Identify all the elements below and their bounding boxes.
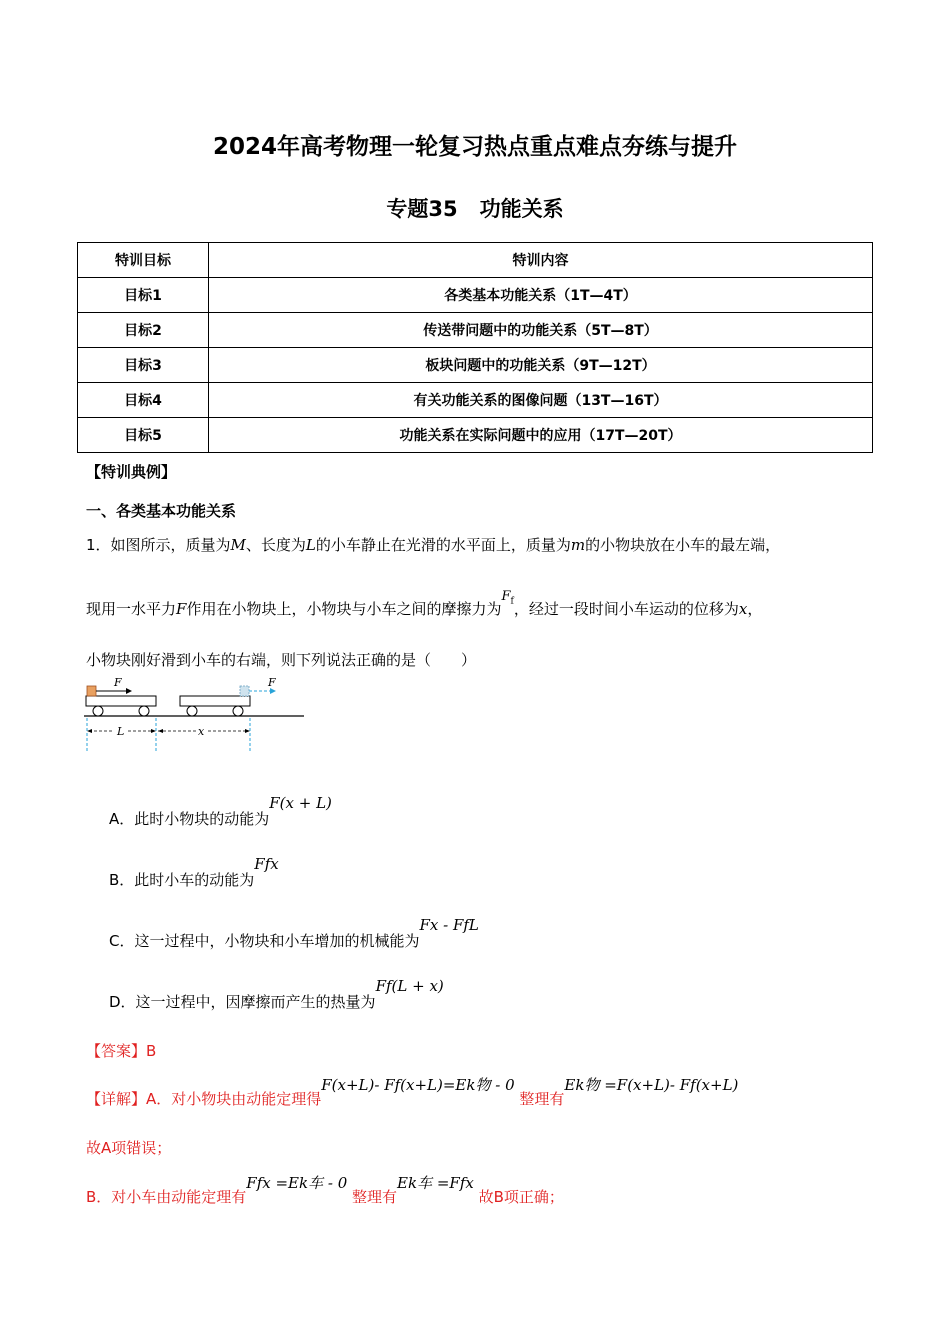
table-row — [78, 313, 873, 348]
table-row — [78, 418, 873, 453]
option-b: B．此时小车的动能为Ffx — [109, 855, 279, 889]
table-header-cell: 特训内容 — [209, 243, 873, 278]
document-title: 2024年高考物理一轮复习热点重点难点夯练与提升 — [212, 134, 737, 160]
table-cell: 各类基本功能关系（1T—4T） — [209, 278, 873, 313]
question-line-1: 1．如图所示，质量为M、长度为L的小车静止在光滑的水平面上，质量为m的小物块放在小车的最左端， — [86, 536, 781, 554]
answer: 【答案】B — [86, 1042, 157, 1060]
table-cell: 目标3 — [78, 348, 209, 383]
question-line-2: 现用一水平力F作用在小物块上，小物块与小车之间的摩擦力为$F_f$，经过一段时间小车运动的位移为x， — [86, 589, 763, 618]
force-label-2: F — [268, 676, 276, 689]
topic-name: 功能关系 — [479, 197, 564, 221]
table-row — [78, 383, 873, 418]
cart-figure — [84, 674, 306, 754]
table-row — [78, 348, 873, 383]
detail-line-a-end: 故A项错误； — [86, 1139, 172, 1157]
table-row — [78, 278, 873, 313]
section-heading: 一、各类基本功能关系 — [86, 502, 237, 520]
option-a: A．此时小物块的动能为F(x + L) — [109, 794, 332, 828]
section-label: 【特训典例】 — [86, 463, 177, 481]
detail-line-b: B．对小车由动能定理有Ffx =Ek车 - 0 整理有Ek车 =Ffx 故B项正确； — [86, 1174, 564, 1206]
block-icon — [87, 686, 96, 696]
table-cell: 传送带问题中的功能关系（5T—8T） — [209, 313, 873, 348]
table-header-row — [78, 243, 873, 278]
option-c: C．这一过程中，小物块和小车增加的机械能为Fx - FfL — [109, 916, 479, 950]
table-cell: 板块问题中的功能关系（9T—12T） — [209, 348, 873, 383]
option-d: D．这一过程中，因摩擦而产生的热量为Ff(L + x) — [109, 977, 444, 1011]
table-cell: 目标1 — [78, 278, 209, 313]
friction-symbol: $F_f$ — [501, 589, 514, 607]
topic-number: 专题35 — [386, 197, 458, 221]
goals-table — [77, 242, 873, 453]
question-line-3: 小物块刚好滑到小车的右端，则下列说法正确的是（ ） — [86, 651, 477, 669]
document-subtitle — [0, 193, 950, 223]
table-cell: 目标4 — [78, 383, 209, 418]
table-cell: 功能关系在实际问题中的应用（17T—20T） — [209, 418, 873, 453]
table-cell: 目标2 — [78, 313, 209, 348]
detail-line-a: 【详解】A．对小物块由动能定理得F(x+L)- Ff(x+L)=Ek物 - 0 整理有Ek物 =F(x+L)- Ff(x+L) — [86, 1076, 739, 1108]
displacement-label: x — [198, 725, 205, 738]
table-header-cell: 特训目标 — [78, 243, 209, 278]
force-label-1: F — [114, 676, 122, 689]
table-cell: 目标5 — [78, 418, 209, 453]
length-label: L — [117, 725, 125, 738]
table-cell: 有关功能关系的图像问题（13T—16T） — [209, 383, 873, 418]
